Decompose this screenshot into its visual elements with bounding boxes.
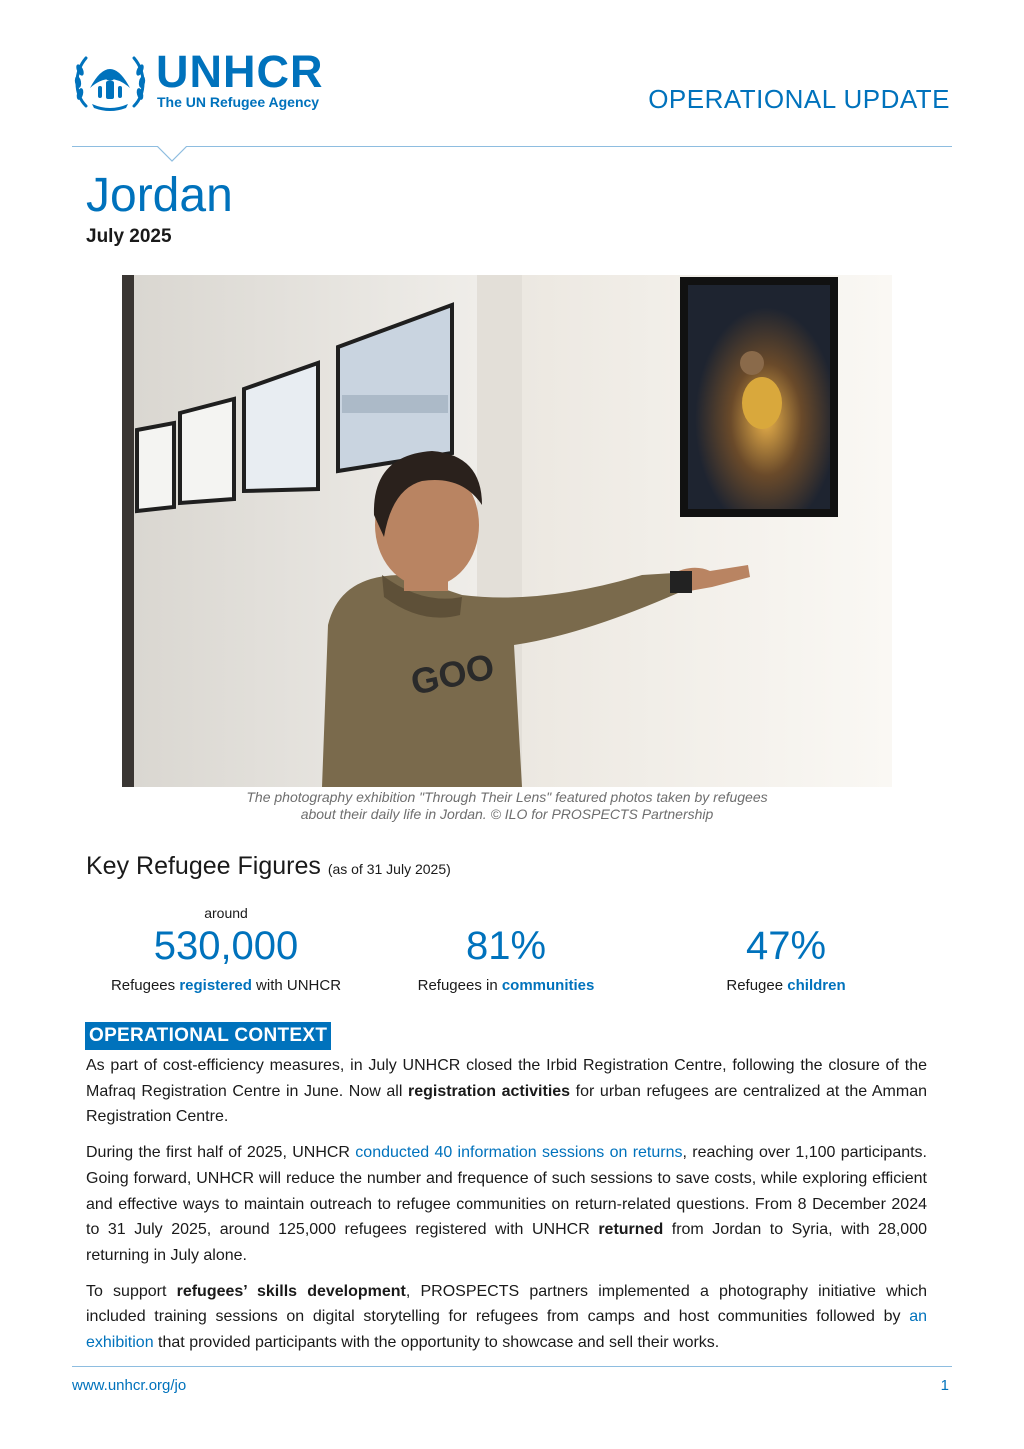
report-date: July 2025 [86,226,172,247]
caption-line-2: about their daily life in Jordan. © ILO for PROSPECTS Partnership [300,806,714,822]
link-information-sessions[interactable]: conducted 40 information sessions on returns [355,1144,683,1162]
figure-prefix [376,905,636,921]
logo-tagline: The UN Refugee Agency [157,94,320,110]
figure-label: Refugee children [726,977,846,994]
logo-name: UNHCR [156,46,324,97]
key-figure-children [656,905,916,995]
link-exhibition[interactable]: an exhibition [86,1308,927,1352]
key-figures-asof: (as of 31 July 2025) [327,861,451,877]
page-number: 1 [940,1377,949,1394]
key-figure-registered [96,905,356,995]
header-divider [72,146,952,147]
unhcr-logo [72,46,342,116]
paragraph-registration: As part of cost-efficiency measures, in July UNHCR closed the Irbid Registration Centre, following the closure of the Mafraq Registration Centre in June. Now all registration activities for urban refugees are centralized at the Amman Registration Centre. [86,1057,927,1126]
footer-divider [72,1366,952,1367]
figure-label: Refugees registered with UNHCR [110,977,342,994]
unhcr-emblem-icon [72,48,148,112]
caption-line-1: The photography exhibition "Through Their Lens" featured photos taken by refugees [246,789,768,805]
hero-photo [122,275,892,787]
paragraph-skills: To support refugees’ skills development, PROSPECTS partners implemented a photography initiative which included training sessions on digital storytelling for refugees from camps and host communities followed by an exhibition that provided participants with the opportunity to showcase and sell their works. [86,1282,927,1352]
divider-notch-icon [156,146,188,163]
figure-value: 530,000 [153,924,299,968]
figure-value: 47% [745,924,827,968]
footer-website-link[interactable]: www.unhcr.org/jo [72,1377,187,1394]
key-figures-heading [86,851,451,884]
svg-text:GOO: GOO [407,645,498,703]
operational-context-body [86,1053,927,1366]
figure-value: 81% [465,924,547,968]
key-figures-title: Key Refugee Figures [86,852,321,880]
page-title: Jordan [86,169,233,222]
photo-caption [122,789,892,823]
exhibition-photo-illustration [122,275,892,787]
section-heading-operational-context: OPERATIONAL CONTEXT [85,1022,331,1050]
paragraph-returns: During the first half of 2025, UNHCR conducted 40 information sessions on returns, reaching over 1,100 participants. Going forward, UNHCR will reduce the number and frequence of such sessions to save costs, while exploring efficient and effective ways to maintain outreach to refugee communities on return-related questions. From 8 December 2024 to 31 July 2025, around 125,000 refugees registered with UNHCR returned from Jordan to Syria, with 28,000 returning in July alone. [86,1144,928,1264]
document-type: OPERATIONAL UPDATE [648,84,950,114]
figure-label: Refugees in communities [417,977,595,994]
figure-prefix [656,905,916,921]
key-figure-communities [376,905,636,995]
figure-prefix: around [204,905,248,921]
